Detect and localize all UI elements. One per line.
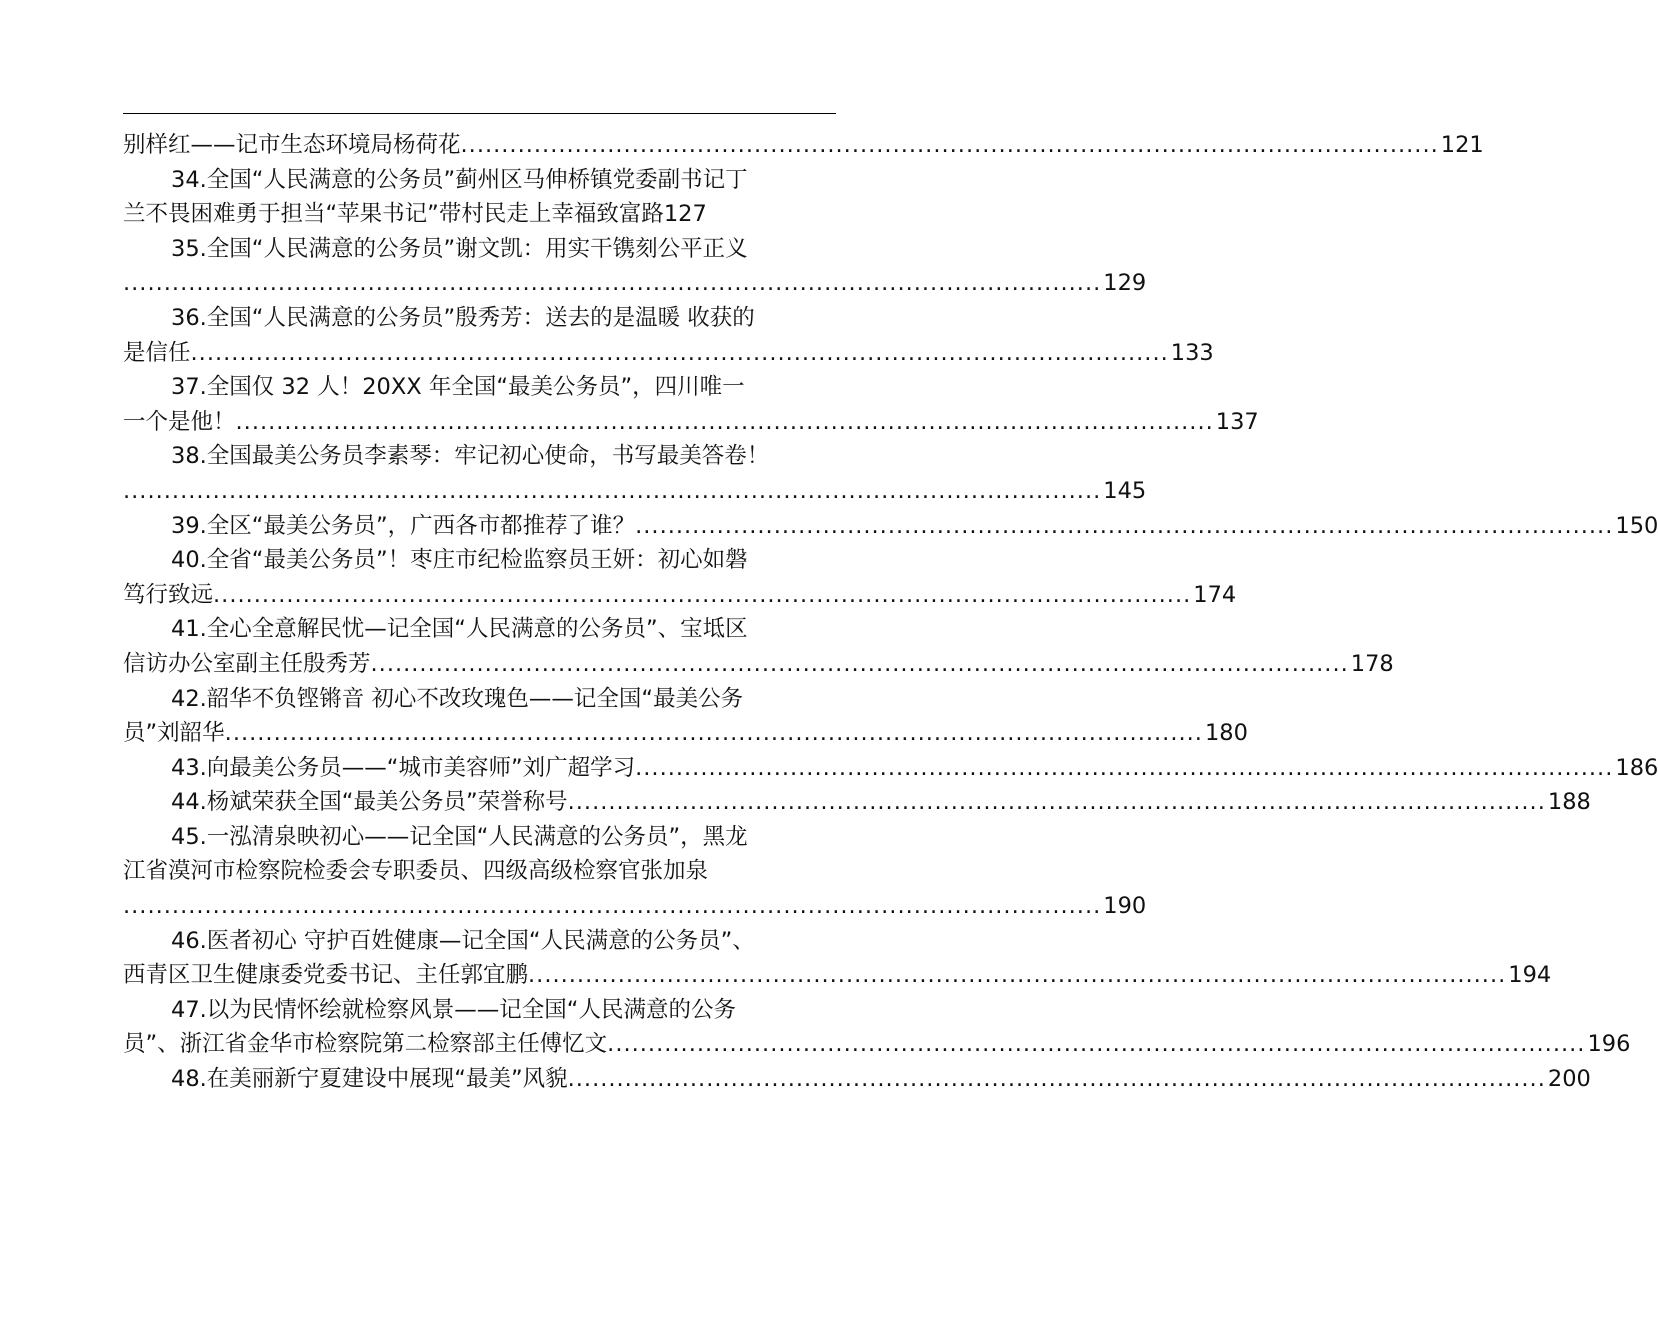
toc-page-number: 196 bbox=[1587, 1031, 1631, 1058]
dot-leader: ........................................................................................................................ bbox=[123, 270, 1102, 297]
toc-entry-text: 43.向最美公务员——“城市美容师”刘广超学习 bbox=[171, 754, 636, 781]
toc-line[interactable] bbox=[123, 647, 1394, 682]
toc-line[interactable] bbox=[123, 232, 836, 267]
toc-entry-text: 45.一泓清泉映初心——记全国“人民满意的公务员”，黑龙 bbox=[171, 823, 748, 850]
dot-leader: ........................................................................................................................ bbox=[370, 650, 1349, 677]
toc-line[interactable] bbox=[123, 197, 836, 232]
toc-entry-text: 39.全区“最美公务员”，广西各市都推荐了谁？ bbox=[171, 512, 636, 539]
toc-entry-text: 是信任 bbox=[123, 339, 191, 366]
toc-page-number: 137 bbox=[1215, 408, 1259, 435]
toc-line[interactable] bbox=[123, 716, 1248, 751]
toc-entry-text: 46.医者初心 守护百姓健康—记全国“人民满意的公务员”、 bbox=[171, 927, 755, 954]
toc-page-number: 150 bbox=[1615, 512, 1658, 539]
toc-entry-text: 47.以为民情怀绘就检察风景——记全国“人民满意的公务 bbox=[171, 996, 736, 1023]
toc-entry-text: 34.全国“人民满意的公务员”蓟州区马伸桥镇党委副书记丁 bbox=[171, 166, 748, 193]
toc-line[interactable] bbox=[123, 785, 1591, 820]
dot-leader: ........................................................................................................................ bbox=[235, 408, 1214, 435]
dot-leader: ........................................................................................................................ bbox=[567, 1066, 1546, 1093]
toc-entry-text: 36.全国“人民满意的公务员”殷秀芳：送去的是温暖 收获的 bbox=[171, 304, 755, 331]
toc-page-number: 145 bbox=[1103, 477, 1147, 504]
toc-entry-text: 35.全国“人民满意的公务员”谢文凯：用实干镌刻公平正义 bbox=[171, 235, 748, 262]
toc-page-number: 174 bbox=[1193, 581, 1237, 608]
toc-line[interactable] bbox=[123, 924, 836, 959]
toc-page-number: 188 bbox=[1547, 789, 1591, 816]
toc-entry-text: 别样红——记市生态环境局杨荷花 bbox=[123, 132, 461, 158]
toc-entry-text: 员”、浙江省金华市检察院第二检察部主任傅忆文 bbox=[123, 1031, 608, 1058]
toc-line[interactable] bbox=[123, 439, 836, 474]
dot-leader: ........................................................................................................................ bbox=[635, 754, 1614, 781]
toc-page-number: 190 bbox=[1103, 893, 1147, 920]
dot-leader: ........................................................................................................................ bbox=[224, 720, 1203, 747]
toc-line[interactable] bbox=[123, 612, 836, 647]
toc-line[interactable] bbox=[123, 751, 1658, 786]
toc-line[interactable] bbox=[123, 854, 836, 889]
dot-leader: ........................................................................................................................ bbox=[190, 339, 1169, 366]
header-rule bbox=[123, 113, 836, 114]
toc-line[interactable] bbox=[123, 958, 1552, 993]
toc-entry-text: 西青区卫生健康委党委书记、主任郭宜鹏 bbox=[123, 962, 529, 989]
dot-leader: ........................................................................................................................ bbox=[635, 512, 1614, 539]
dot-leader: ........................................................................................................................ bbox=[123, 477, 1102, 504]
toc-line[interactable] bbox=[123, 405, 1259, 440]
toc-page-number: 121 bbox=[1440, 132, 1484, 158]
toc-entry-text: 48.在美丽新宁夏建设中展现“最美”风貌 bbox=[171, 1066, 568, 1093]
dot-leader: ........................................................................................................................ bbox=[528, 962, 1507, 989]
toc-page-number: 186 bbox=[1615, 754, 1658, 781]
toc-line[interactable] bbox=[123, 128, 1484, 163]
toc-entry-text: 兰不畏困难勇于担当“苹果书记”带村民走上幸福致富路127 bbox=[123, 201, 707, 228]
dot-leader: ........................................................................................................................ bbox=[460, 132, 1439, 158]
toc-entry-text: 44.杨斌荣获全国“最美公务员”荣誉称号 bbox=[171, 789, 568, 816]
toc-line[interactable] bbox=[123, 301, 836, 336]
toc-line[interactable] bbox=[123, 578, 1237, 613]
toc-entry-text: 员”刘韶华 bbox=[123, 720, 225, 747]
toc-page-number: 178 bbox=[1350, 650, 1394, 677]
toc-entry-text: 江省漠河市检察院检委会专职委员、四级高级检察官张加泉 bbox=[123, 858, 709, 885]
toc-page-number: 194 bbox=[1508, 962, 1552, 989]
toc-line[interactable] bbox=[123, 163, 836, 198]
toc-line[interactable] bbox=[123, 1062, 1591, 1097]
dot-leader: ........................................................................................................................ bbox=[213, 581, 1192, 608]
toc-line[interactable] bbox=[123, 266, 1147, 301]
toc-entry-text: 信访办公室副主任殷秀芳 bbox=[123, 650, 371, 677]
toc-entry-text: 笃行致远 bbox=[123, 581, 214, 608]
toc-line[interactable] bbox=[123, 1027, 1631, 1062]
dot-leader: ........................................................................................................................ bbox=[607, 1031, 1586, 1058]
dot-leader: ........................................................................................................................ bbox=[567, 789, 1546, 816]
toc-entry-text: 37.全国仅 32 人！20XX 年全国“最美公务员”，四川唯一 bbox=[171, 374, 745, 401]
toc-page-number: 133 bbox=[1170, 339, 1214, 366]
toc-entry-text: 42.韶华不负铿锵音 初心不改玫瑰色——记全国“最美公务 bbox=[171, 685, 744, 712]
table-of-contents bbox=[123, 128, 1658, 1097]
toc-page-number: 180 bbox=[1204, 720, 1248, 747]
toc-line[interactable] bbox=[123, 370, 836, 405]
toc-line[interactable] bbox=[123, 336, 1214, 371]
toc-page-number: 200 bbox=[1547, 1066, 1591, 1093]
toc-line[interactable] bbox=[123, 993, 836, 1028]
toc-entry-text: 40.全省“最美公务员”！枣庄市纪检监察员王妍：初心如磐 bbox=[171, 547, 748, 574]
toc-line[interactable] bbox=[123, 889, 1147, 924]
toc-entry-text: 38.全国最美公务员李素琴：牢记初心使命，书写最美答卷！ bbox=[171, 443, 770, 470]
toc-line[interactable] bbox=[123, 474, 1147, 509]
dot-leader: ........................................................................................................................ bbox=[123, 893, 1102, 920]
toc-entry-text: 一个是他！ bbox=[123, 408, 236, 435]
toc-page-number: 129 bbox=[1103, 270, 1147, 297]
toc-entry-text: 41.全心全意解民忧—记全国“人民满意的公务员”、宝坻区 bbox=[171, 616, 748, 643]
toc-line[interactable] bbox=[123, 543, 836, 578]
toc-line[interactable] bbox=[123, 509, 1658, 544]
toc-line[interactable] bbox=[123, 820, 836, 855]
toc-line[interactable] bbox=[123, 682, 836, 717]
